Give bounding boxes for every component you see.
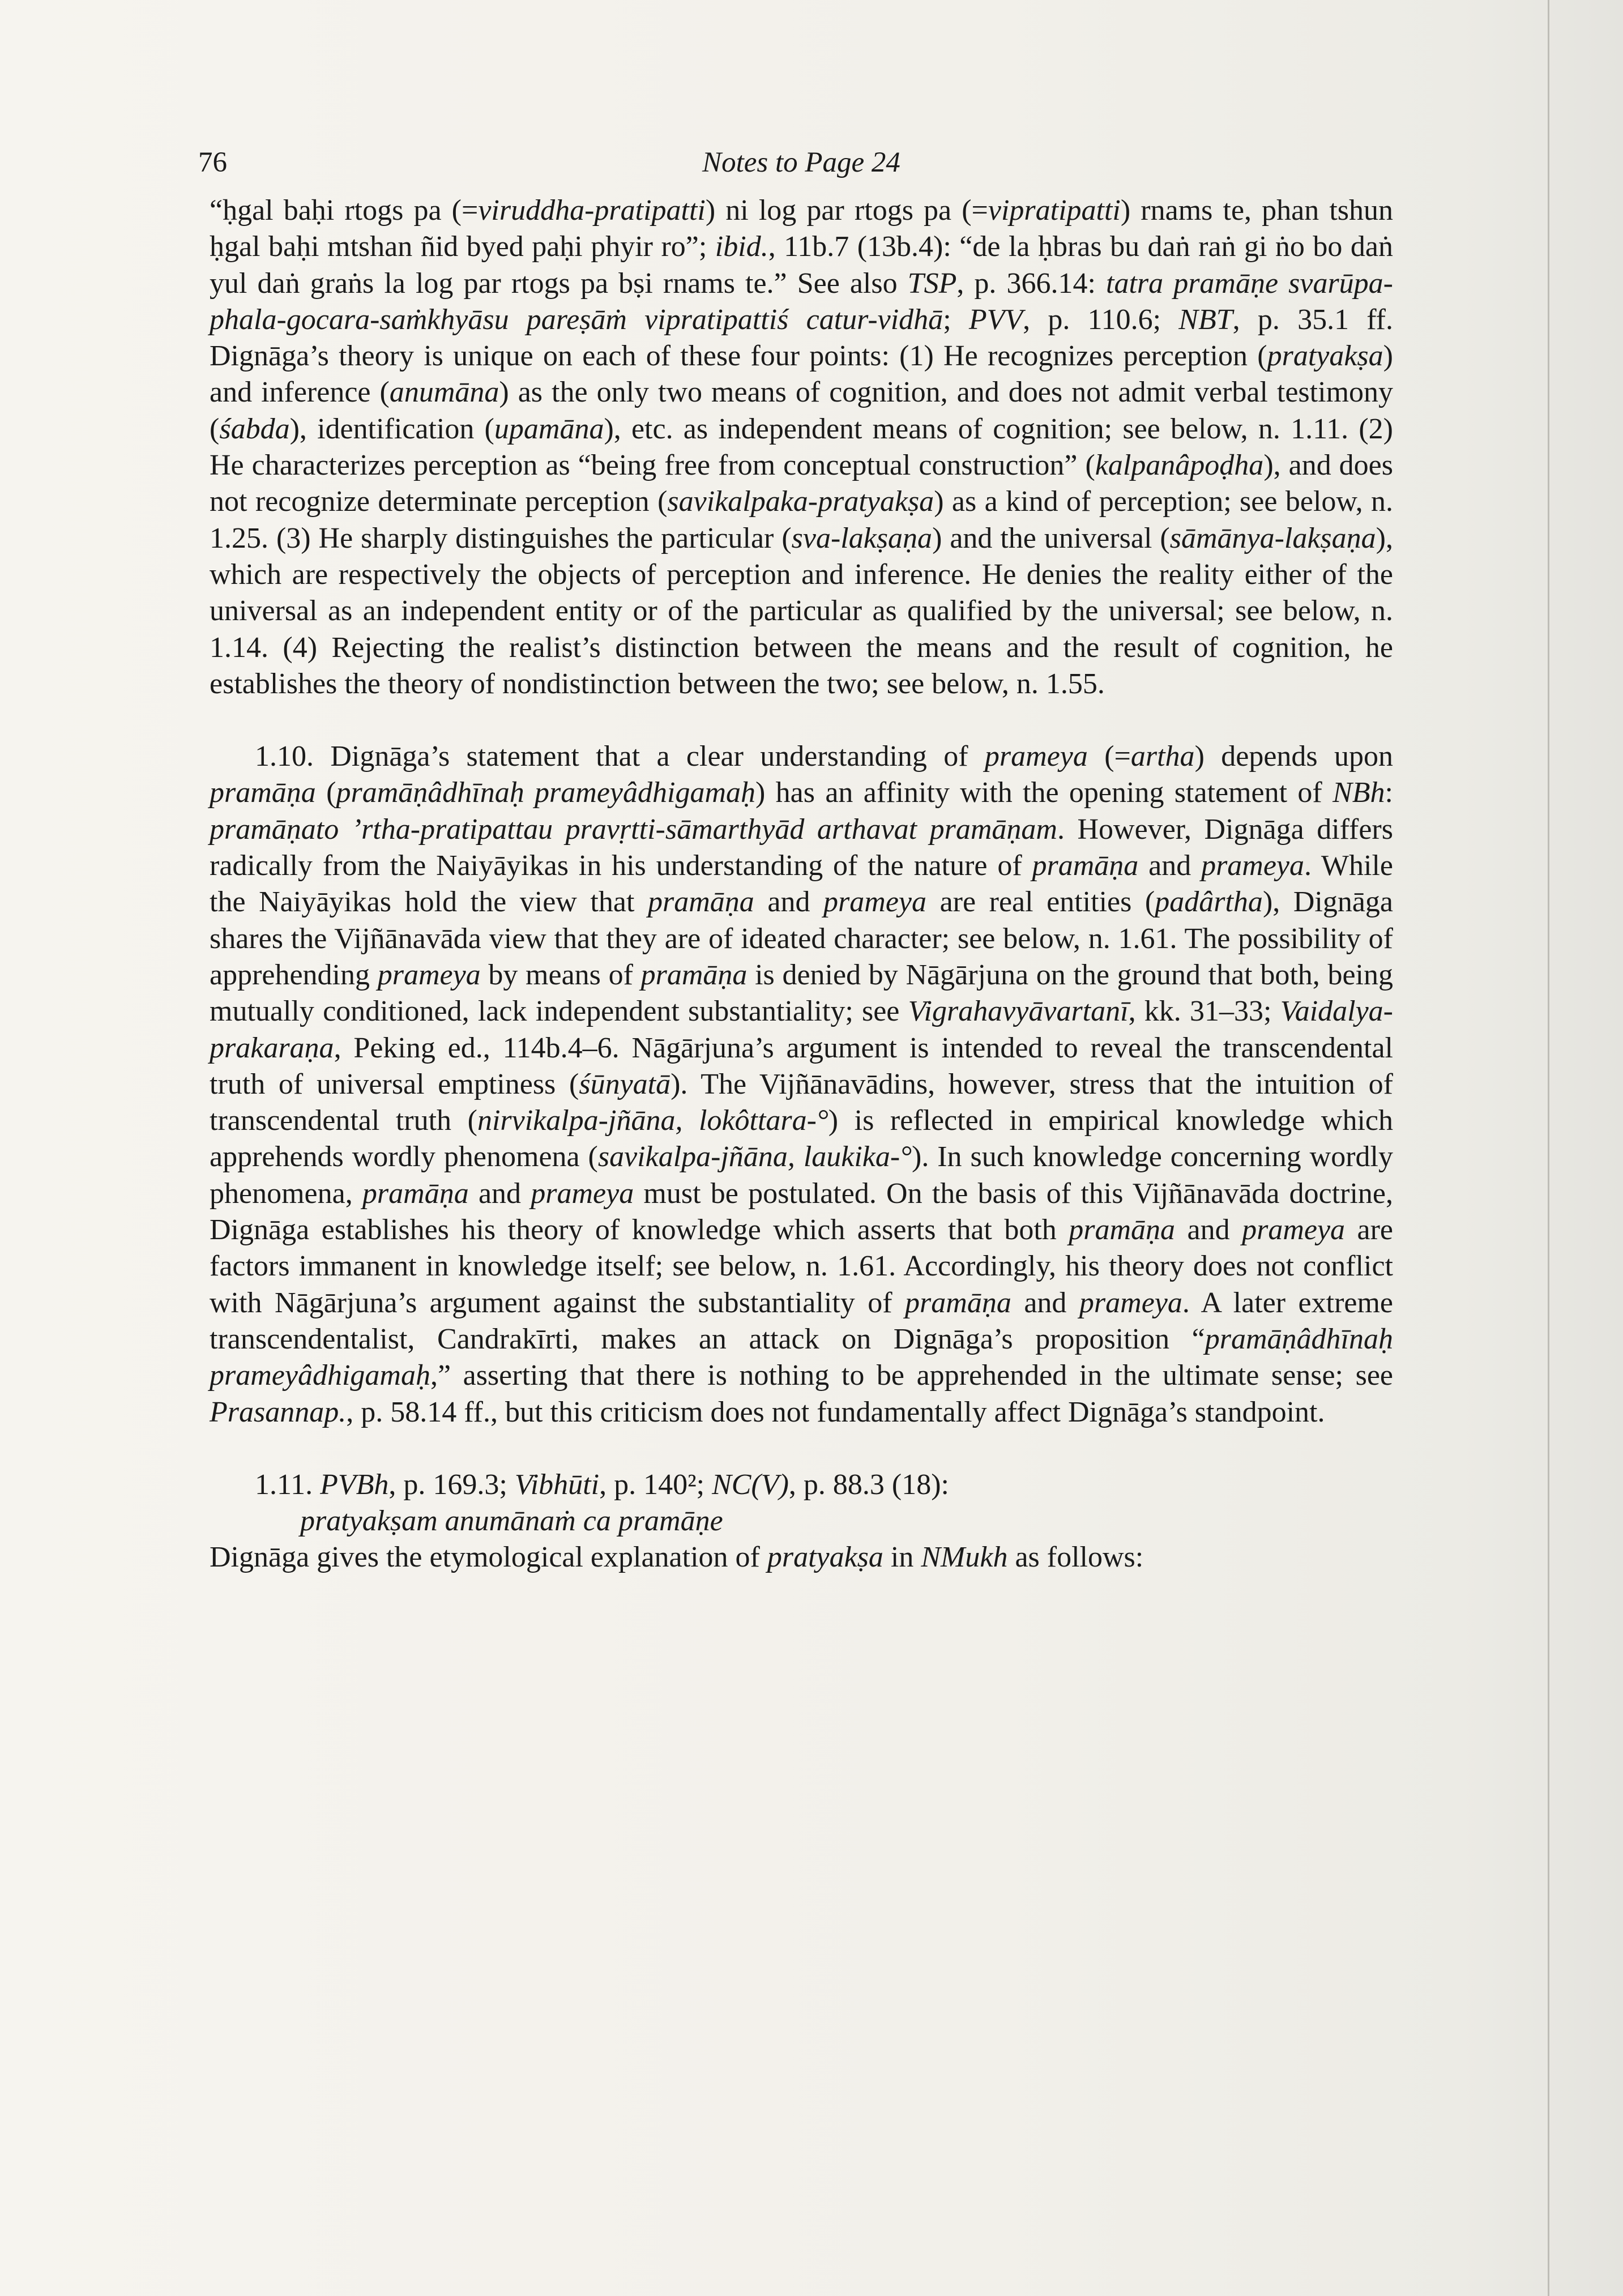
notes-body (210, 193, 1393, 1576)
note-1-10 (210, 739, 1393, 1431)
italic-text-run: prameya (1079, 1286, 1182, 1319)
text-run: , kk. 31–33; (1128, 995, 1280, 1028)
italic-text-run: vipratipatti (988, 194, 1121, 227)
italic-text-run: anumāna (389, 376, 499, 409)
italic-text-run: viruddha-pratipatti (478, 194, 706, 227)
text-run: ), identification ( (289, 412, 494, 445)
text-run: , p. 140²; (599, 1468, 712, 1501)
text-run: : (1385, 776, 1393, 809)
italic-text-run: NBh (1332, 776, 1385, 809)
italic-text-run: prameya (531, 1177, 634, 1210)
italic-text-run: sāmānya-lakṣaṇa (1169, 522, 1376, 554)
text-run: ,” asserting that there is nothing to be apprehended in the ultimate sense; see (430, 1359, 1393, 1392)
text-run: and (1138, 850, 1202, 882)
italic-text-run: savikalpaka-pratyakṣa (667, 485, 934, 518)
note-1-11-body (210, 1539, 1393, 1576)
italic-text-run: śabda (219, 412, 290, 445)
page-number: 76 (198, 147, 227, 178)
page-header (198, 146, 1404, 191)
italic-text-run: NBT (1178, 303, 1233, 336)
paragraph-gap (210, 1431, 1393, 1467)
italic-text-run: śūnyatā (579, 1068, 671, 1100)
text-run: and (1175, 1214, 1242, 1247)
italic-text-run: NMukh (921, 1541, 1008, 1574)
italic-text-run: Vaidalya-prakaraṇa (210, 995, 1393, 1064)
text-run: ) ni log par rtogs pa (= (705, 194, 988, 227)
italic-text-run: prameya (984, 740, 1088, 773)
text-run: ; (943, 303, 969, 336)
text-run: . A later extreme transcendentalist, Candrakīrti, makes an attack on Dignāga’s proposition “ (210, 1286, 1393, 1355)
text-run: (= (1087, 740, 1131, 773)
text-run: , p. 35.1 ff. Dignāga’s theory is unique on each of these four points: (1) He recognizes perception ( (210, 303, 1393, 373)
text-run: ) as the only two means of cognition, and does not admit verbal testimony ( (210, 376, 1394, 445)
text-run: ), Dignāga shares the Vijñānavāda view that they are of ideated character; see below, n. 1.61. The possibility of apprehending (210, 886, 1393, 991)
italic-text-run: pratyakṣa (767, 1541, 883, 1574)
text-run: and (754, 886, 824, 919)
italic-text-run: prameya (377, 958, 481, 991)
italic-text-run: Vigrahavyāvartanī (908, 995, 1129, 1028)
text-run: in (883, 1541, 921, 1574)
italic-text-run: NC(V) (712, 1468, 789, 1501)
text-run: ) is reflected in empirical knowledge which apprehends wordly phenomena ( (210, 1104, 1393, 1173)
text-run: , p. 110.6; (1023, 303, 1179, 336)
italic-text-run: prameya (1201, 850, 1305, 882)
text-run: ), and does not recognize determinate perception ( (210, 449, 1394, 518)
text-run: ) depends upon (1194, 740, 1393, 773)
text-run: ). In such knowledge concerning wordly phenomena, (210, 1141, 1393, 1210)
text-run: Dignāga gives the etymological explanation of (210, 1541, 767, 1574)
text-run: ). The Vijñānavādins, however, stress that the intuition of transcendental truth ( (210, 1068, 1393, 1137)
text-run: ) rnams te, phan tshun ḥgal baḥi mtshan ñid byed paḥi phyir ro”; (210, 194, 1394, 263)
text-run: as follows: (1007, 1541, 1144, 1574)
italic-text-run: PVBh (320, 1468, 389, 1501)
italic-text-run: nirvikalpa-jñāna, lokôttara-° (477, 1104, 828, 1137)
text-run: ), etc. as independent means of cognition; see below, n. 1.11. (2) He characterizes perception as “being free from conceptual construction” ( (210, 412, 1394, 482)
italic-text-run: pramāṇâdhīnaḥ prameyâdhigamaḥ (210, 1322, 1393, 1392)
note-1-11-reference (210, 1467, 1393, 1503)
note-1-11-quote: pratyakṣam anumānaṁ ca pramāṇe (300, 1505, 723, 1538)
italic-text-run: pramāṇâdhīnaḥ prameyâdhigamaḥ (336, 776, 756, 809)
text-run: , 11b.7 (13b.4): “de la ḥbras bu daṅ raṅ gi ṅo bo daṅ yul daṅ graṅs la log par rtogs pa bṣi rnams te.” See also (210, 231, 1393, 300)
italic-text-run: Prasannap. (210, 1395, 347, 1428)
text-run: and (468, 1177, 531, 1210)
page-edge-shadow (1548, 0, 1549, 2296)
italic-text-run: ibid. (715, 231, 768, 263)
text-run: ) and the universal ( (932, 522, 1170, 554)
italic-text-run: TSP (907, 267, 957, 300)
italic-text-run: pramāṇa (210, 776, 316, 809)
text-run: , p. 169.3; (388, 1468, 515, 1501)
italic-text-run: Vibhūti (514, 1468, 600, 1501)
italic-text-run: pramāṇa (362, 1177, 469, 1210)
text-run: by means of (480, 958, 641, 991)
italic-text-run: pramāṇa (905, 1286, 1011, 1319)
text-run: . While the Naiyāyikas hold the view that (210, 850, 1393, 919)
text-run: are factors immanent in knowledge itself; see below, n. 1.61. Accordingly, his theory does not conflict with Nāgārjuna’s argument against the substantiality of (210, 1214, 1393, 1319)
italic-text-run: prameya (1242, 1214, 1346, 1247)
paragraph-gap (210, 702, 1393, 739)
text-run: are real entities ( (926, 886, 1155, 919)
text-run: , p. 88.3 (18): (788, 1468, 949, 1501)
text-run: is denied by Nāgārjuna on the ground that both, being mutually conditioned, lack independent substantiality; see (210, 958, 1393, 1028)
running-head: Notes to Page 24 (702, 147, 900, 178)
text-run: and (1011, 1286, 1079, 1319)
italic-text-run: pratyakṣa (1267, 340, 1383, 373)
text-run: “ḥgal baḥi rtogs pa (= (210, 194, 479, 227)
italic-text-run: pramāṇato ’rtha-pratipattau pravṛtti-sāmarthyād arthavat pramāṇam (210, 813, 1057, 846)
text-run: 1.10. Dignāga’s statement that a clear understanding of (255, 740, 985, 773)
note-1-9-continued (210, 193, 1393, 702)
italic-text-run: pramāṇa (640, 958, 748, 991)
italic-text-run: prameya (823, 886, 926, 919)
text-run: ) as a kind of perception; see below, n. 1.25. (3) He sharply distinguishes the particular ( (210, 485, 1393, 554)
italic-text-run: PVV (968, 303, 1023, 336)
italic-text-run: tatra pramāṇe svarūpa-phala-gocara-saṁkhyāsu pareṣāṁ vipratipattiś catur-vidhā (210, 267, 1393, 336)
text-run: , Peking ed., 114b.4–6. Nāgārjuna’s argument is intended to reveal the transcendental truth of universal emptiness ( (210, 1031, 1393, 1100)
italic-text-run: savikalpa-jñāna, laukika-° (597, 1141, 912, 1173)
text-run: , p. 366.14: (956, 267, 1106, 300)
italic-text-run: pramāṇa (648, 886, 754, 919)
text-run: ( (315, 776, 336, 809)
italic-text-run: upamāna (494, 412, 604, 445)
italic-text-run: kalpanâpoḍha (1095, 449, 1264, 482)
text-run: , p. 58.14 ff., but this criticism does not fundamentally affect Dignāga’s standpoint. (346, 1395, 1325, 1428)
italic-text-run: pramāṇa (1069, 1214, 1176, 1247)
italic-text-run: artha (1130, 740, 1195, 773)
italic-text-run: sva-lakṣaṇa (791, 522, 933, 554)
text-run: ) has an affinity with the opening statement of (755, 776, 1333, 809)
text-run: . However, Dignāga differs radically from the Naiyāyikas in his understanding of the nature of (210, 813, 1393, 882)
text-run: ) and inference ( (210, 340, 1393, 409)
italic-text-run: pramāṇa (1032, 850, 1139, 882)
italic-text-run: padârtha (1155, 886, 1263, 919)
text-run: ), which are respectively the objects of perception and inference. He denies the reality either of the universal as an independent entity or of the particular as qualified by the universal; see below, n. 1.14. (4) Rejecting the realist’s distinction between the means and the result of cognition, he establishes the theory of nondistinction between the two; see below, n. 1.55. (210, 522, 1393, 700)
text-run: 1.11. (255, 1468, 321, 1501)
text-run: must be postulated. On the basis of this Vijñānavāda doctrine, Dignāga establishes his theory of knowledge which asserts that both (210, 1177, 1393, 1247)
